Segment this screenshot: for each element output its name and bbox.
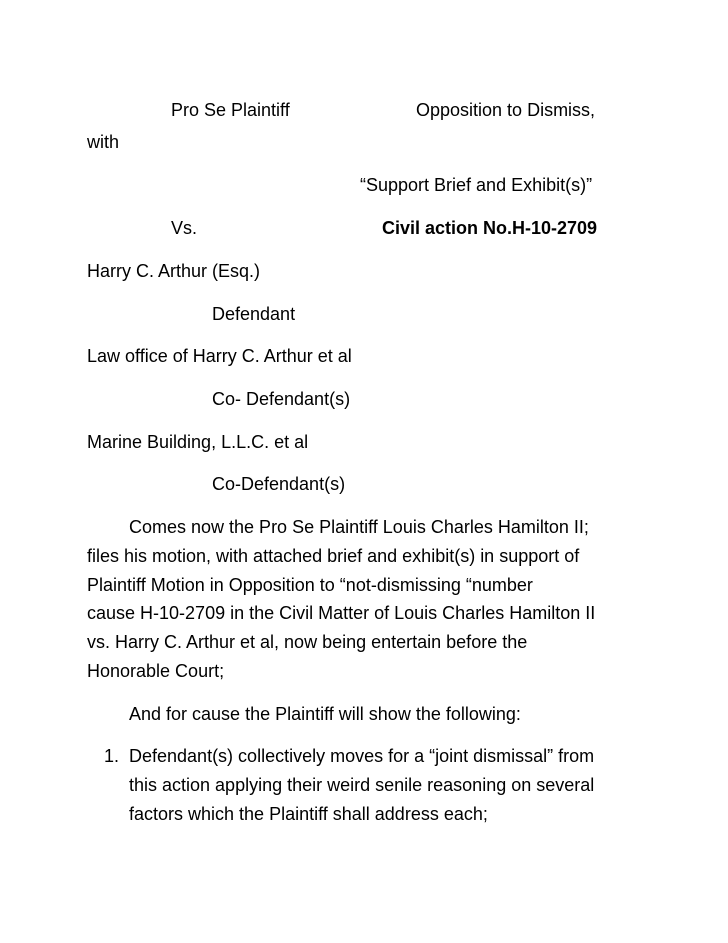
versus-label: Vs.: [171, 218, 198, 238]
list-item-line: factors which the Plaintiff shall address each;: [129, 804, 488, 824]
with-text: with: [87, 132, 120, 152]
cause-statement: And for cause the Plaintiff will show the following:: [129, 704, 521, 724]
paragraph-line: cause H-10-2709 in the Civil Matter of Louis Charles Hamilton II: [87, 603, 596, 623]
list-item-line: this action applying their weird senile reasoning on several: [129, 775, 595, 795]
list-item-line: Defendant(s) collectively moves for a “joint dismissal” from: [129, 746, 595, 766]
co-defendant-1-name: Law office of Harry C. Arthur et al: [87, 346, 352, 366]
plaintiff-role: Pro Se Plaintiff: [171, 100, 290, 120]
defendant-role: Defendant: [212, 304, 296, 324]
paragraph-line: Plaintiff Motion in Opposition to “not-dismissing “number: [87, 575, 533, 595]
paragraph-line: vs. Harry C. Arthur et al, now being entertain before the: [87, 632, 528, 652]
civil-action-number: Civil action No.H-10-2709: [382, 218, 598, 238]
opposition-title: Opposition to Dismiss,: [416, 100, 596, 120]
co-defendant-2-name: Marine Building, L.L.C. et al: [87, 432, 309, 452]
co-defendant-1-role: Co- Defendant(s): [212, 389, 351, 409]
list-item-number: 1.: [104, 746, 120, 766]
paragraph-line: Comes now the Pro Se Plaintiff Louis Charles Hamilton II;: [129, 517, 589, 537]
support-brief-title: “Support Brief and Exhibit(s)”: [360, 175, 593, 195]
defendant-name: Harry C. Arthur (Esq.): [87, 261, 261, 281]
co-defendant-2-role: Co-Defendant(s): [212, 474, 346, 494]
paragraph-line: files his motion, with attached brief and exhibit(s) in support of: [87, 546, 580, 566]
paragraph-line: Honorable Court;: [87, 661, 225, 681]
